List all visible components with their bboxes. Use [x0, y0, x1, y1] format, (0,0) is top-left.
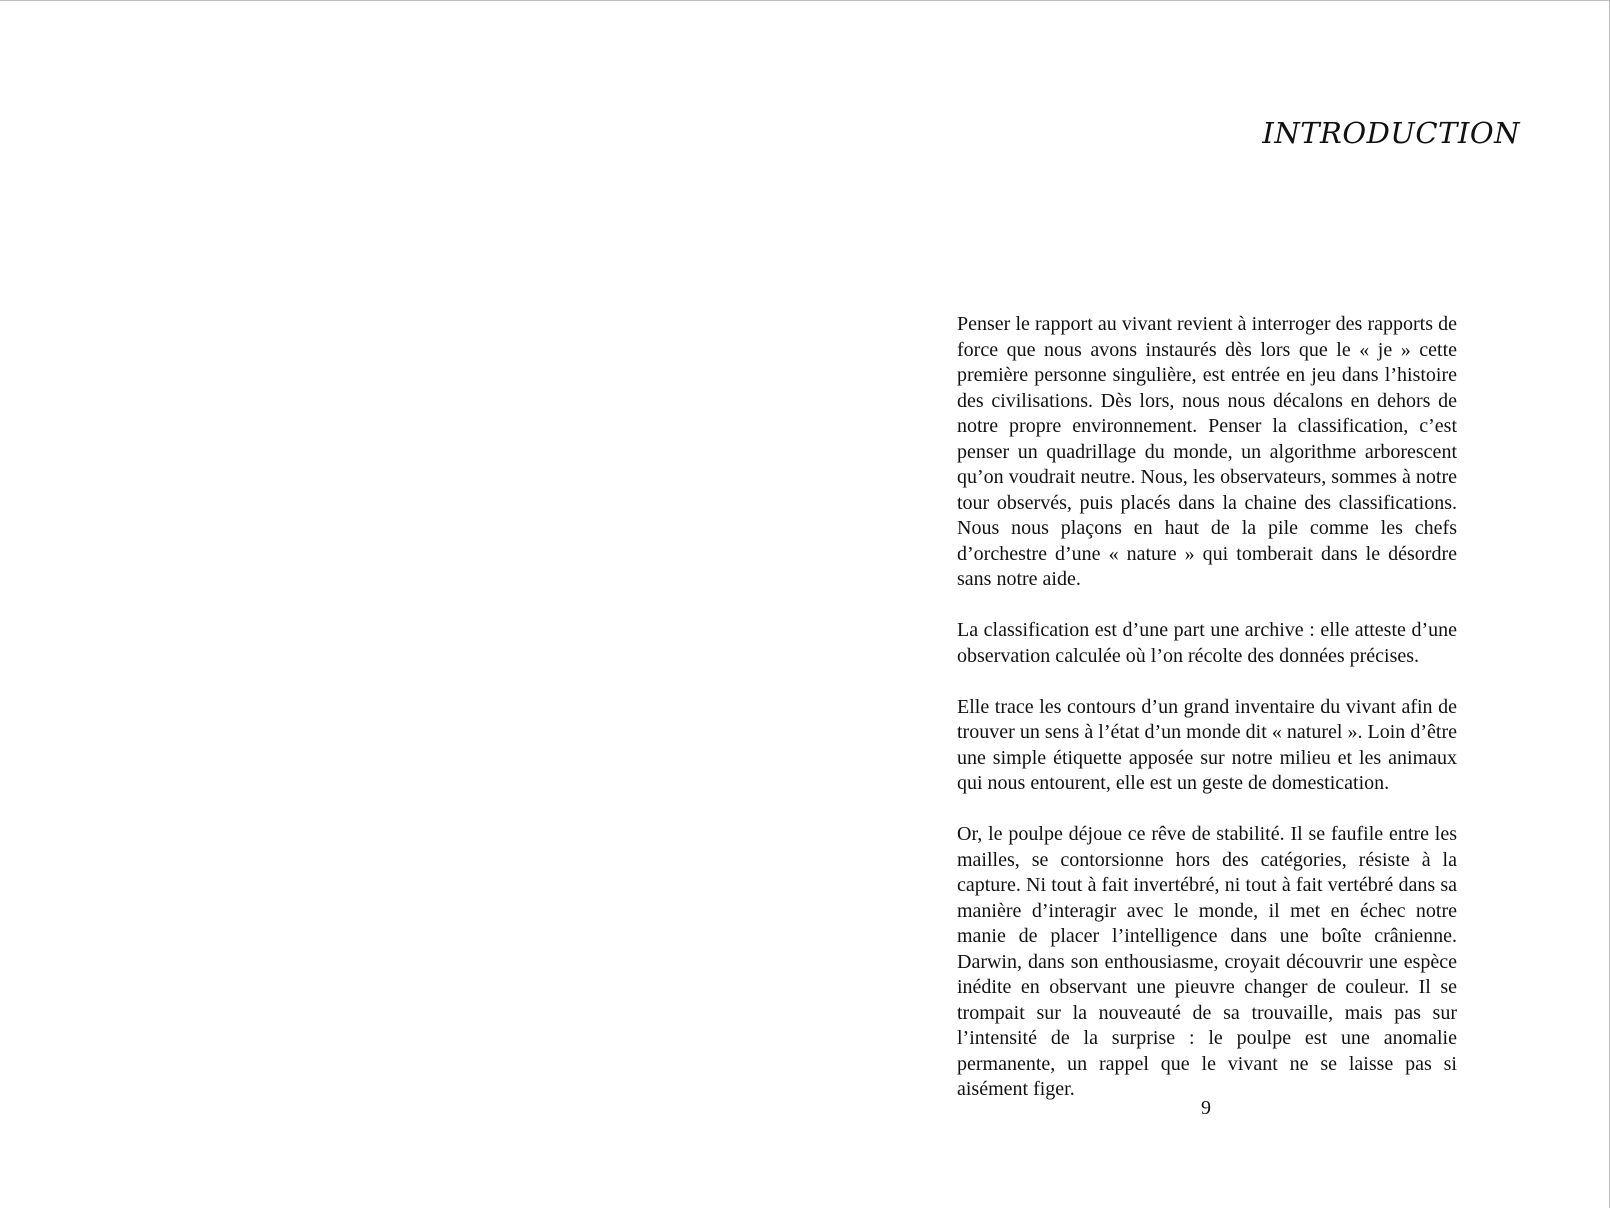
chapter-title: INTRODUCTION	[1262, 116, 1520, 150]
body-text	[957, 312, 1457, 1128]
paragraph-3: Elle trace les contours d’un grand inventaire du vivant afin de trouver un sens à l’état d’un monde dit « naturel ». Loin d’être une simple étiquette apposée sur notre milieu et les animaux qui nous entourent, elle est un geste de domestication.	[957, 695, 1457, 794]
paragraph-2: La classification est d’une part une archive : elle atteste d’une observation calculée où l’on récolte des données précises.	[957, 619, 1457, 667]
left-page-blank	[0, 1, 805, 1209]
paragraph-4: Or, le poulpe déjoue ce rêve de stabilité. Il se faufile entre les mailles, se contorsionne hors des catégories, résiste à la capture. Ni tout à fait invertébré, ni tout à fait vertébré dans sa manière d’interagir avec le monde, il met en échec notre manie de placer l’intelligence dans une boîte crânienne. Darwin, dans son enthousiasme, croyait découvrir une espèce inédite en observant une pieuvre changer de couleur. Il se trompait sur la nouveauté de sa trouvaille, mais pas sur l’intensité de la surprise : le poulpe est une anomalie permanente, un rappel que le vivant ne se laisse pas si aisément figer.	[957, 823, 1457, 1100]
paragraph-1: Penser le rapport au vivant revient à interroger des rapports de force que nous avons instaurés dès lors que le « je » cette première personne singulière, est entrée en jeu dans l’histoire des civilisations. Dès lors, nous nous décalons en dehors de notre propre environnement. Penser la classification, c’est penser un quadrillage du monde, un algorithme arborescent qu’on voudrait neutre. Nous, les observateurs, sommes à notre tour observés, puis placés dans la chaine des classifications. Nous nous plaçons en haut de la pile comme les chefs d’orchestre d’une « nature » qui tomberait dans le désordre sans notre aide.	[957, 313, 1457, 590]
page-number: 9	[1201, 1097, 1211, 1119]
